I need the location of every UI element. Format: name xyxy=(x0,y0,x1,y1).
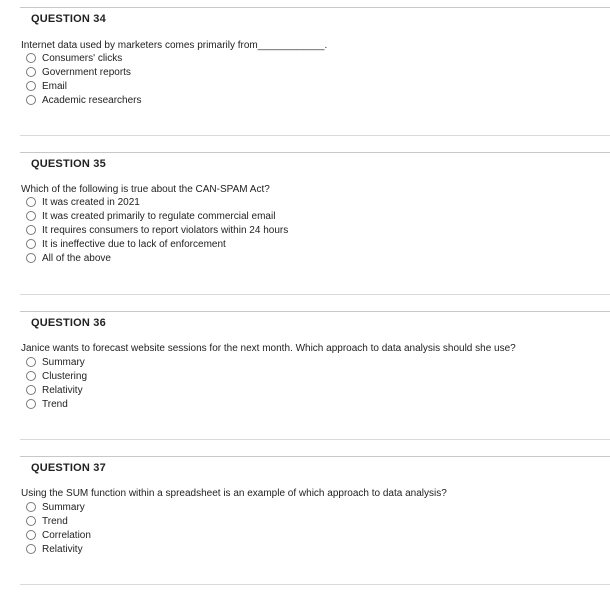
answer-option[interactable] xyxy=(26,237,288,251)
option-label: It was created primarily to regulate commercial email xyxy=(42,210,276,222)
question-title: QUESTION 34 xyxy=(31,13,106,25)
option-label: Academic researchers xyxy=(42,94,142,106)
option-label: Government reports xyxy=(42,66,131,78)
answer-option[interactable] xyxy=(26,355,87,369)
radio-button[interactable] xyxy=(26,197,36,207)
radio-button[interactable] xyxy=(26,239,36,249)
radio-button[interactable] xyxy=(26,67,36,77)
answer-option[interactable] xyxy=(26,223,288,237)
answer-option[interactable] xyxy=(26,500,91,514)
divider xyxy=(20,7,610,8)
options-list xyxy=(26,51,141,107)
option-label: Clustering xyxy=(42,370,88,382)
answer-option[interactable] xyxy=(26,383,87,397)
option-label: Email xyxy=(42,80,68,92)
option-label: It was created in 2021 xyxy=(42,196,140,208)
divider xyxy=(20,294,610,295)
option-label: Summary xyxy=(42,356,85,368)
option-label: Trend xyxy=(42,515,68,527)
answer-option[interactable] xyxy=(26,65,141,79)
question-title: QUESTION 35 xyxy=(31,158,106,170)
radio-button[interactable] xyxy=(26,399,36,409)
options-list xyxy=(26,500,91,556)
radio-button[interactable] xyxy=(26,253,36,263)
radio-button[interactable] xyxy=(26,530,36,540)
divider xyxy=(20,584,610,585)
answer-option[interactable] xyxy=(26,51,141,65)
radio-button[interactable] xyxy=(26,502,36,512)
question-text: Janice wants to forecast website sessions for the next month. Which approach to data analysis should she use? xyxy=(21,343,516,354)
option-label: Consumers' clicks xyxy=(42,52,123,64)
divider xyxy=(20,152,610,153)
divider xyxy=(20,311,610,312)
question-text: Which of the following is true about the CAN-SPAM Act? xyxy=(21,184,270,195)
radio-button[interactable] xyxy=(26,371,36,381)
answer-option[interactable] xyxy=(26,369,87,383)
option-label: It is ineffective due to lack of enforcement xyxy=(42,238,226,250)
option-label: All of the above xyxy=(42,252,111,264)
option-label: Relativity xyxy=(42,543,83,555)
answer-option[interactable] xyxy=(26,209,288,223)
question-text: Using the SUM function within a spreadsheet is an example of which approach to data analysis? xyxy=(21,488,447,499)
radio-button[interactable] xyxy=(26,211,36,221)
divider xyxy=(20,439,610,440)
radio-button[interactable] xyxy=(26,95,36,105)
answer-option[interactable] xyxy=(26,93,141,107)
option-label: Trend xyxy=(42,398,68,410)
answer-option[interactable] xyxy=(26,195,288,209)
options-list xyxy=(26,195,288,265)
option-label: Relativity xyxy=(42,384,83,396)
answer-option[interactable] xyxy=(26,79,141,93)
question-title: QUESTION 37 xyxy=(31,462,106,474)
radio-button[interactable] xyxy=(26,385,36,395)
answer-option[interactable] xyxy=(26,397,87,411)
option-label: Summary xyxy=(42,501,85,513)
option-label: Correlation xyxy=(42,529,91,541)
options-list xyxy=(26,355,87,411)
question-text: Internet data used by marketers comes primarily from____________. xyxy=(21,40,328,51)
radio-button[interactable] xyxy=(26,81,36,91)
radio-button[interactable] xyxy=(26,357,36,367)
radio-button[interactable] xyxy=(26,516,36,526)
radio-button[interactable] xyxy=(26,225,36,235)
question-title: QUESTION 36 xyxy=(31,317,106,329)
answer-option[interactable] xyxy=(26,514,91,528)
answer-option[interactable] xyxy=(26,528,91,542)
option-label: It requires consumers to report violators within 24 hours xyxy=(42,224,289,236)
divider xyxy=(20,135,610,136)
divider xyxy=(20,456,610,457)
radio-button[interactable] xyxy=(26,544,36,554)
radio-button[interactable] xyxy=(26,53,36,63)
answer-option[interactable] xyxy=(26,542,91,556)
answer-option[interactable] xyxy=(26,251,288,265)
